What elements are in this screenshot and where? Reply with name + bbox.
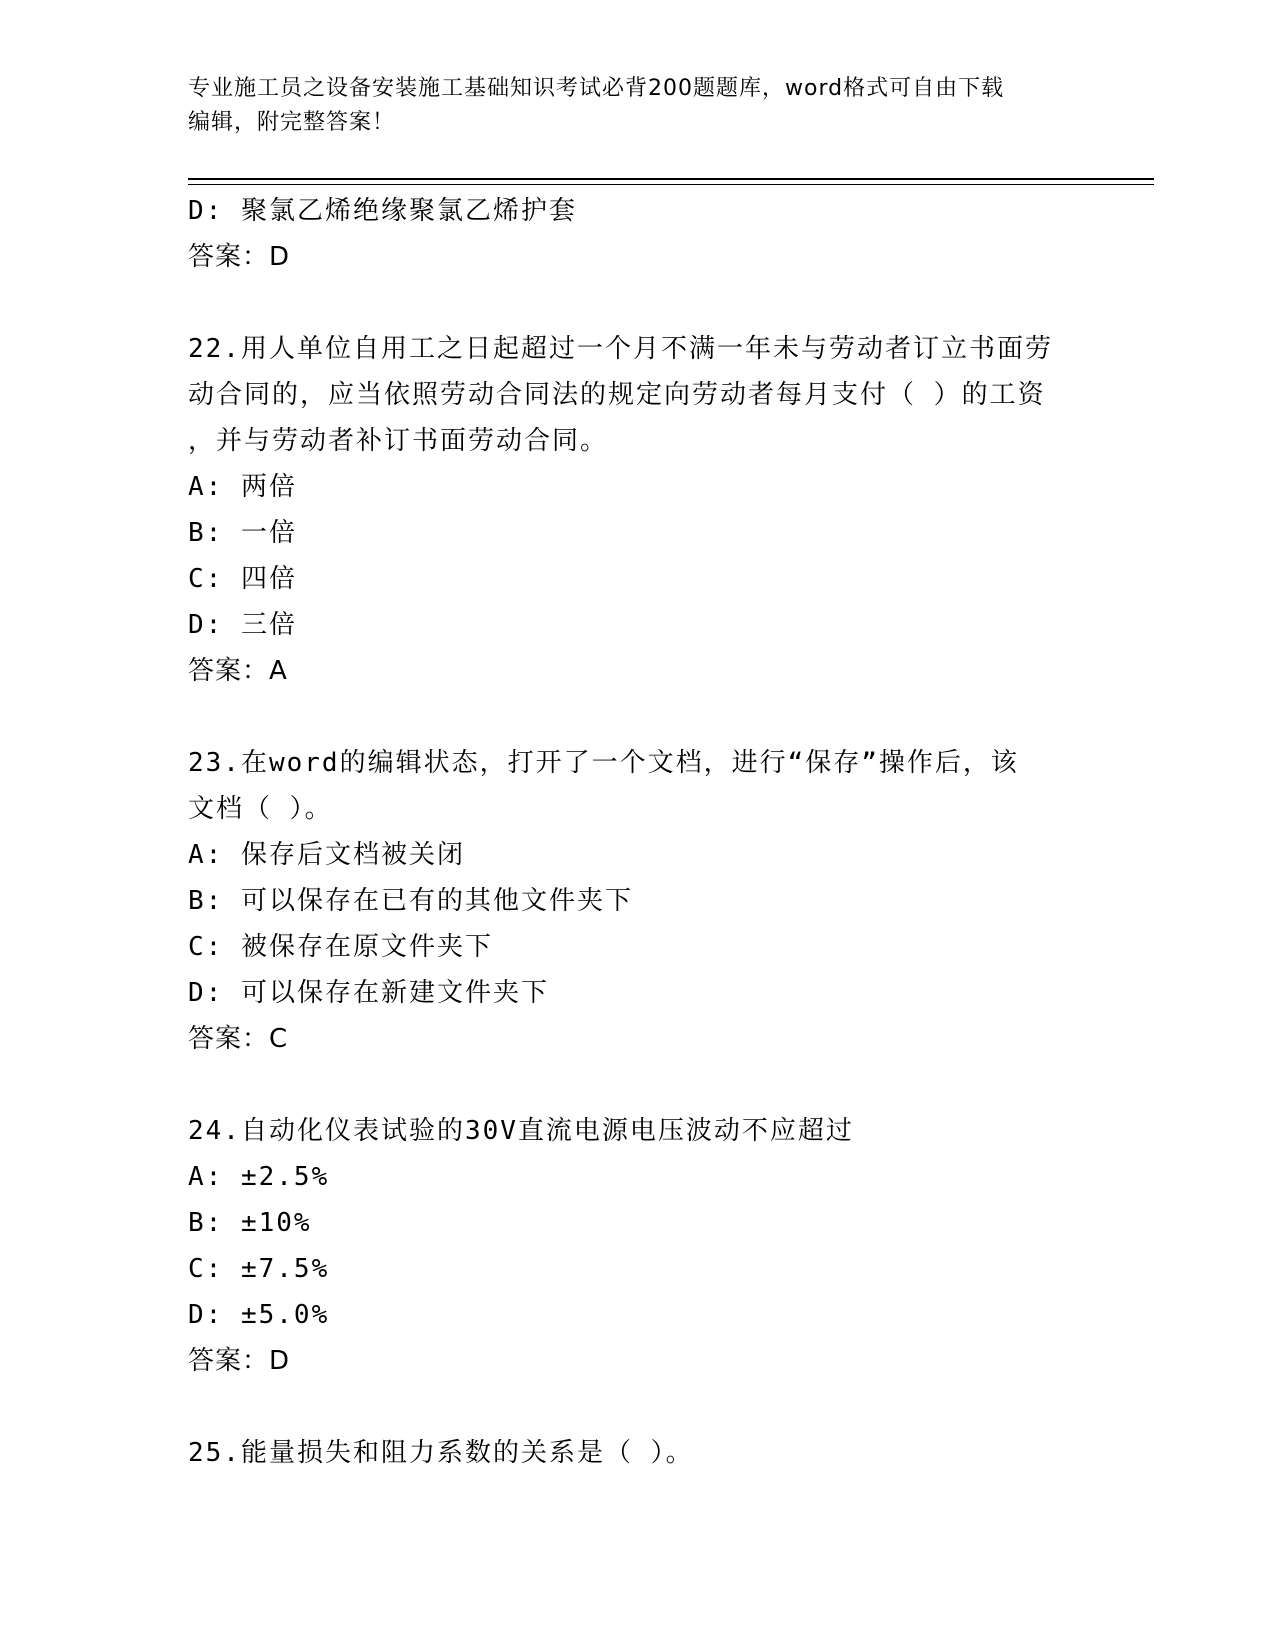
- option-a: A: ±2.5%: [188, 1162, 330, 1192]
- option-a: A: 两倍: [188, 472, 297, 502]
- option-b: B: 一倍: [188, 518, 297, 548]
- question-text-line: 文档（ ）。: [188, 794, 333, 824]
- answer: 答案：D: [188, 1346, 291, 1376]
- header-line-2: 编辑，附完整答案！: [188, 110, 396, 135]
- header-rule-thick: [188, 178, 1154, 180]
- question-text-line: 24.自动化仪表试验的30V直流电源电压波动不应超过: [188, 1116, 854, 1146]
- option-d: D: 三倍: [188, 610, 297, 640]
- spacer: [188, 1062, 1088, 1108]
- option-c: C: 四倍: [188, 564, 297, 594]
- question-text-line: 动合同的，应当依照劳动合同法的规定向劳动者每月支付（ ）的工资: [188, 380, 1046, 410]
- spacer: [188, 280, 1088, 326]
- question-text-line: 23.在word的编辑状态，打开了一个文档，进行“保存”操作后，该: [188, 748, 1019, 778]
- document-header: [188, 72, 1088, 140]
- question-text-line: ，并与劳动者补订书面劳动合同。: [188, 426, 609, 456]
- option-b: B: ±10%: [188, 1208, 312, 1238]
- header-line-1: 专业施工员之设备安装施工基础知识考试必背200题题库，word格式可自由下载: [188, 76, 1005, 101]
- question-23: [188, 740, 1088, 1062]
- option-c: C: 被保存在原文件夹下: [188, 932, 493, 962]
- header-rule-thin: [188, 184, 1154, 185]
- question-22: [188, 326, 1088, 694]
- option-d: D: 可以保存在新建文件夹下: [188, 978, 549, 1008]
- question-text-line: 22.用人单位自用工之日起超过一个月不满一年未与劳动者订立书面劳: [188, 334, 1053, 364]
- spacer: [188, 694, 1088, 740]
- question-text-line: 25.能量损失和阻力系数的关系是（ ）。: [188, 1438, 694, 1468]
- question-25: [188, 1430, 1088, 1476]
- answer: 答案：A: [188, 656, 288, 686]
- option-d: D: ±5.0%: [188, 1300, 330, 1330]
- prev-answer: 答案：D: [188, 242, 291, 272]
- prev-option-d: D: 聚氯乙烯绝缘聚氯乙烯护套: [188, 196, 577, 226]
- option-a: A: 保存后文档被关闭: [188, 840, 465, 870]
- answer: 答案：C: [188, 1024, 289, 1054]
- document-body: [188, 188, 1088, 1476]
- spacer: [188, 1384, 1088, 1430]
- question-24: [188, 1108, 1088, 1384]
- option-c: C: ±7.5%: [188, 1254, 330, 1284]
- option-b: B: 可以保存在已有的其他文件夹下: [188, 886, 633, 916]
